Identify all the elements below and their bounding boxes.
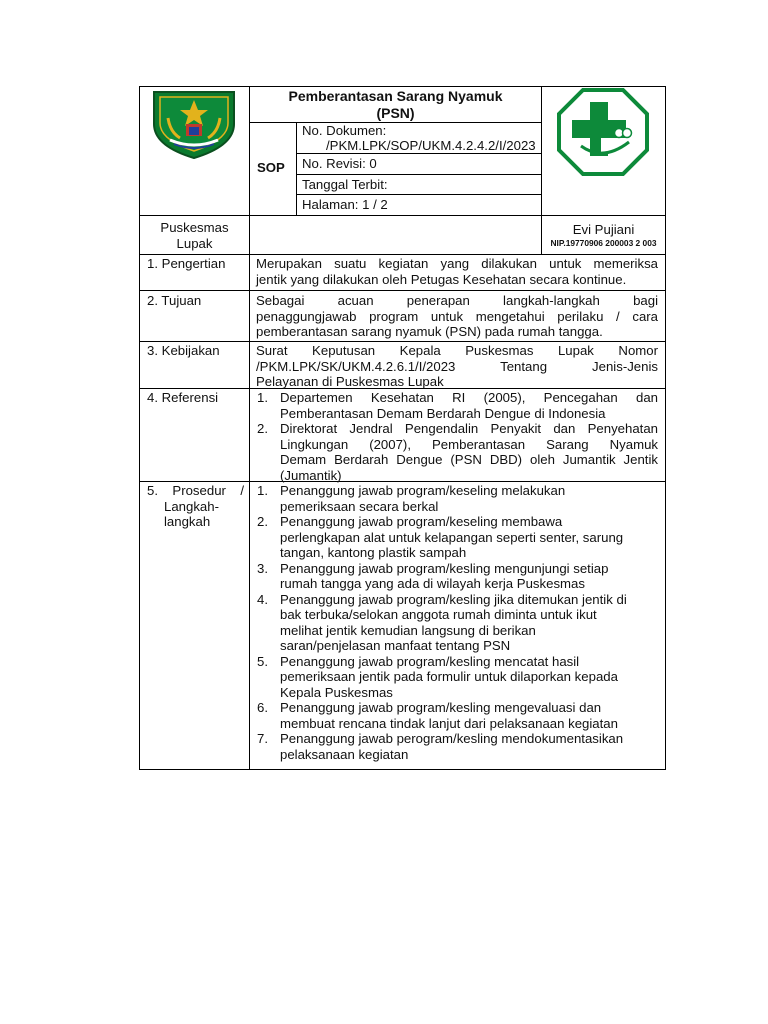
section-content-tujuan <box>256 293 658 340</box>
list-item-number: 5. <box>257 653 268 669</box>
organization-name <box>140 220 249 251</box>
puskesmas-logo <box>557 88 649 176</box>
prosedur-label-line-1: 5. Prosedur / <box>147 483 244 498</box>
list-item <box>250 390 658 421</box>
pengertian-line-2: jentik yang dilakukan oleh Petugas Kesehatan secara kontinue. <box>256 271 627 287</box>
pengertian-line-1: Merupakan suatu kegiatan yang dilakukan untuk memeriksa <box>256 256 658 271</box>
step-text-line: Penanggung jawab program/kesling mencatat hasil <box>280 653 580 669</box>
referensi-list <box>250 390 658 483</box>
section-content-kebijakan <box>256 343 658 390</box>
list-item-number: 1. <box>257 390 268 405</box>
step-text-line: Penanggung jawab perogram/kesling mendokumentasikan <box>280 731 624 746</box>
step-text-line: pemeriksaan secara berkal <box>280 498 439 514</box>
section-label-pengertian: 1. Pengertian <box>147 256 226 271</box>
prosedur-label-line-3: langkah <box>164 514 211 529</box>
step-text-line: pelaksanaan kegiatan <box>280 746 409 762</box>
prosedur-label-line-2: Langkah- <box>164 498 219 514</box>
list-item <box>250 654 660 701</box>
section-content-pengertian <box>256 256 658 287</box>
step-text-line: bak terbuka/selokan anggota rumah diminta untuk ikut <box>280 607 597 622</box>
prosedur-steps-list <box>250 483 660 762</box>
list-item <box>250 561 660 592</box>
step-text-line: membuat rencana tindak lanjut dari pelaksanaan kegiatan <box>280 715 618 731</box>
step-text-line: tangan, kantong plastik sampah <box>280 545 467 560</box>
title-line-1: Pemberantasan Sarang Nyamuk <box>288 88 503 104</box>
list-item <box>250 700 660 731</box>
sop-label: SOP <box>257 160 285 175</box>
step-text-line: Penanggung jawab program/keseling melakukan <box>280 483 566 498</box>
step-text-line: pemeriksaan jentik pada formulir untuk dilaporkan kepada <box>280 669 618 684</box>
list-item-number: 1. <box>257 483 268 498</box>
section-label-prosedur <box>147 483 244 530</box>
list-item-number: 4. <box>257 591 268 607</box>
list-item-number: 6. <box>257 700 268 715</box>
signer-name: Evi Pujiani <box>572 222 635 237</box>
tujuan-line-2: penaggungjawab program untuk mengetahui perilaku / cara <box>256 308 658 324</box>
organization-line-1: Puskesmas <box>160 220 229 235</box>
section-label-referensi: 4. Referensi <box>147 390 219 405</box>
step-text-line: Kepala Puskesmas <box>280 684 393 700</box>
step-text-line: Penanggung jawab program/kesling jika ditemukan jentik di <box>280 591 627 607</box>
doc-number-value: /PKM.LPK/SOP/UKM.4.2.4.2/I/2023 <box>326 138 536 153</box>
referensi-2-line-3: Demam Berdarah Dengue (PSN DBD) oleh Jumantik Jentik <box>280 452 658 467</box>
referensi-2-line-1: Direktorat Jendral Pengendalin Penyakit dan Penyehatan <box>280 421 658 436</box>
step-text-line: Penanggung jawab program/keseling membawa <box>280 514 563 529</box>
step-text-line: rumah tangga yang ada di wilayah kerja Puskesmas <box>280 576 585 591</box>
step-text-line: Penanggung jawab program/kesling mengunjungi setiap <box>280 560 609 576</box>
district-emblem-logo <box>148 88 240 160</box>
referensi-2-line-2: Lingkungan (2007), Pemberantasan Sarang Nyamuk <box>280 436 658 452</box>
issue-date: Tanggal Terbit: <box>302 177 388 192</box>
section-label-kebijakan: 3. Kebijakan <box>147 343 220 358</box>
step-text-line: Penanggung jawab program/kesling mengevaluasi dan <box>280 700 602 715</box>
kebijakan-line-3: Pelayanan di Puskesmas Lupak <box>256 374 444 389</box>
step-text-line: saran/penjelasan manfaat tentang PSN <box>280 638 511 653</box>
referensi-1-line-2: Pemberantasan Demam Berdarah Dengue di Indonesia <box>280 405 606 421</box>
section-label-tujuan: 2. Tujuan <box>147 293 202 308</box>
title-line-2: (PSN) <box>376 105 415 121</box>
list-item <box>250 421 658 483</box>
list-item <box>250 483 660 514</box>
list-item-number: 2. <box>257 421 268 436</box>
list-item <box>250 731 660 762</box>
referensi-2-line-4: (Jumantik) <box>280 467 342 483</box>
signer-nip: NIP.19770906 200003 2 003 <box>550 238 657 248</box>
list-item-number: 2. <box>257 514 268 529</box>
list-item-number: 3. <box>257 560 268 576</box>
kebijakan-line-2: /PKM.LPK/SK/UKM.4.2.6.1/I/2023 Tentang Jenis-Jenis <box>256 358 658 374</box>
step-text-line: perlengkapan alat untuk kelapangan seperti senter, sarung <box>280 529 624 545</box>
tujuan-line-3: pemberantasan sarang nyamuk (PSN) pada rumah tangga. <box>256 324 603 339</box>
tujuan-line-1: Sebagai acuan penerapan langkah-langkah bagi <box>256 293 658 308</box>
revision-number: No. Revisi: 0 <box>302 156 377 171</box>
kebijakan-line-1: Surat Keputusan Kepala Puskesmas Lupak Nomor <box>256 343 658 358</box>
doc-number-label: No. Dokumen: <box>302 123 387 138</box>
organization-line-2: Lupak <box>176 235 213 251</box>
list-item-number: 7. <box>257 731 268 746</box>
list-item <box>250 592 660 654</box>
step-text-line: melihat jentik kemudian langsung di berikan <box>280 622 536 638</box>
list-item <box>250 514 660 561</box>
referensi-1-line-1: Departemen Kesehatan RI (2005), Pencegahan dan <box>280 390 658 405</box>
document-title <box>250 88 541 122</box>
page-number: Halaman: 1 / 2 <box>302 197 388 212</box>
